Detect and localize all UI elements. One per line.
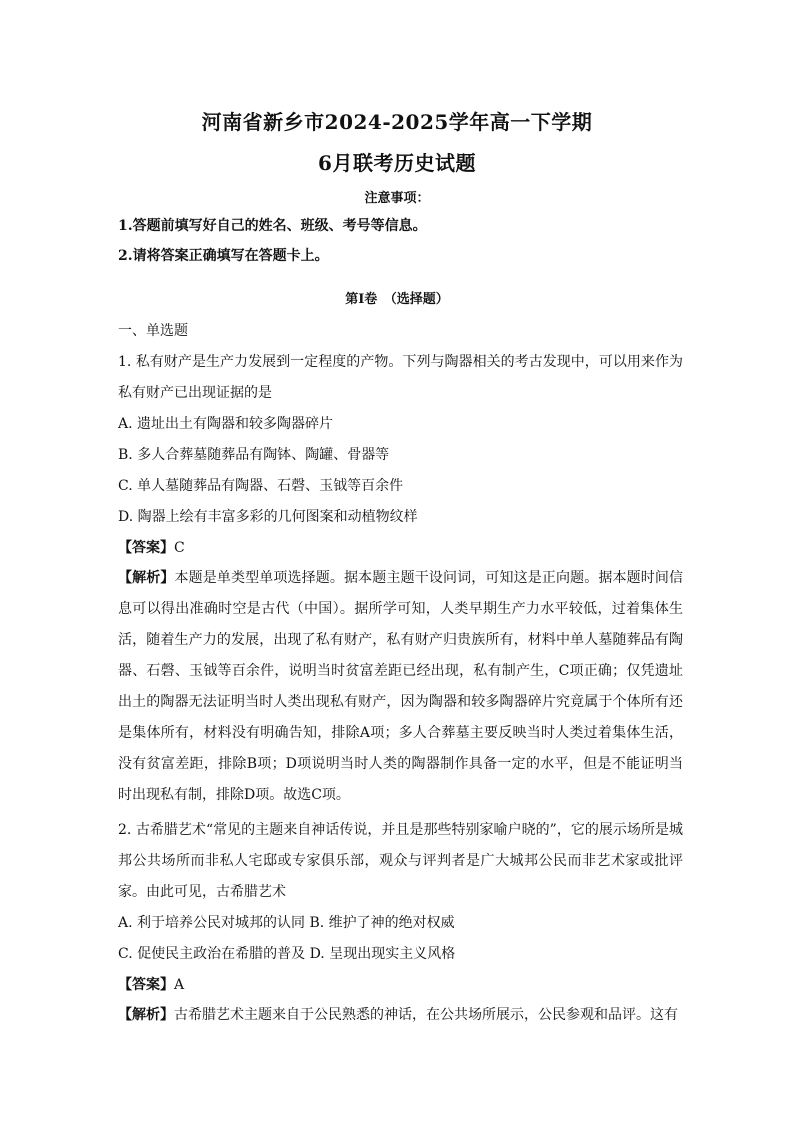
question-1-answer [118,538,683,558]
question-2-answer [118,975,683,995]
analysis-tag: 【解析】 [118,1007,174,1023]
question-1-option-a: A. 遗址出土有陶器和较多陶器碎片 [118,416,334,432]
analysis-text: 古希腊艺术主题来自于公民熟悉的神话，在公共场所展示，公民参观和品评。这有 [174,1007,678,1023]
section-subheading: 一、单选题 [118,323,188,339]
answer-tag: 【答案】 [118,977,174,993]
page-title: 河南省新乡市2024-2025学年高一下学期 [201,110,593,134]
question-1-option-c: C. 单人墓随葬品有陶器、石磬、玉钺等百余件 [118,478,404,494]
section-heading: 第Ⅰ卷 （选择题） [345,292,449,307]
analysis-tag: 【解析】 [118,570,175,586]
question-2-options-ab: A. 利于培养公民对城邦的认同 B. 维护了神的绝对权威 [118,915,455,931]
question-2-analysis [118,1000,683,1031]
question-2-stem: 2. 古希腊艺术“常见的主题来自神话传说，并且是那些特别家喻户晓的”，它的展示场所是城邦公共场所而非私人宅邸或专家俱乐部，观众与评判者是广大城邦公民而非艺术家或批评家。由此可见，古希腊艺术 [118,822,683,900]
notice-item-1: 1.答题前填写好自己的姓名、班级、考号等信息。 [118,218,427,234]
question-1-option-b: B. 多人合葬墓随葬品有陶钵、陶罐、骨器等 [118,447,390,463]
answer-value: C [174,540,185,556]
notice-heading: 注意事项： [364,191,430,206]
question-2-options-cd: C. 促使民主政治在希腊的普及 D. 呈现出现实主义风格 [118,946,456,962]
answer-tag: 【答案】 [118,540,174,556]
analysis-text: 本题是单类型单项选择题。据本题主题干设问词，可知这是正向题。据本题时间信息可以得出准确时空是古代（中国）。据所学可知，人类早期生产力水平较低，过着集体生活，随着生产力的发展，出现了私有财产，私有财产归贵族所有，材料中单人墓随葬品有陶器、石磬、玉钺等百余件，说明当时贫富差距已经出现，私有制产生，C项正确；仅凭遗址出土的陶器无法证明当时人类出现私有财产，因为陶器和较多陶器碎片究竟属于个体所有还是集体所有，材料没有明确告知，排除A项；多人合葬墓主要反映当时人类过着集体生活，没有贫富差距，排除B项；D项说明当时人类的陶器制作具备一定的水平，但是不能证明当时出现私有制，排除D项。故选C项。 [118,570,684,803]
page-subtitle: 6月联考历史试题 [318,151,476,175]
question-1-analysis [118,563,683,811]
question-1-option-d: D. 陶器上绘有丰富多彩的几何图案和动植物纹样 [118,509,418,525]
notice-item-2: 2.请将答案正确填写在答题卡上。 [118,248,329,264]
answer-value: A [174,977,185,993]
question-1-stem: 1. 私有财产是生产力发展到一定程度的产物。下列与陶器相关的考古发现中，可以用来作为私有财产已出现证据的是 [118,354,683,401]
